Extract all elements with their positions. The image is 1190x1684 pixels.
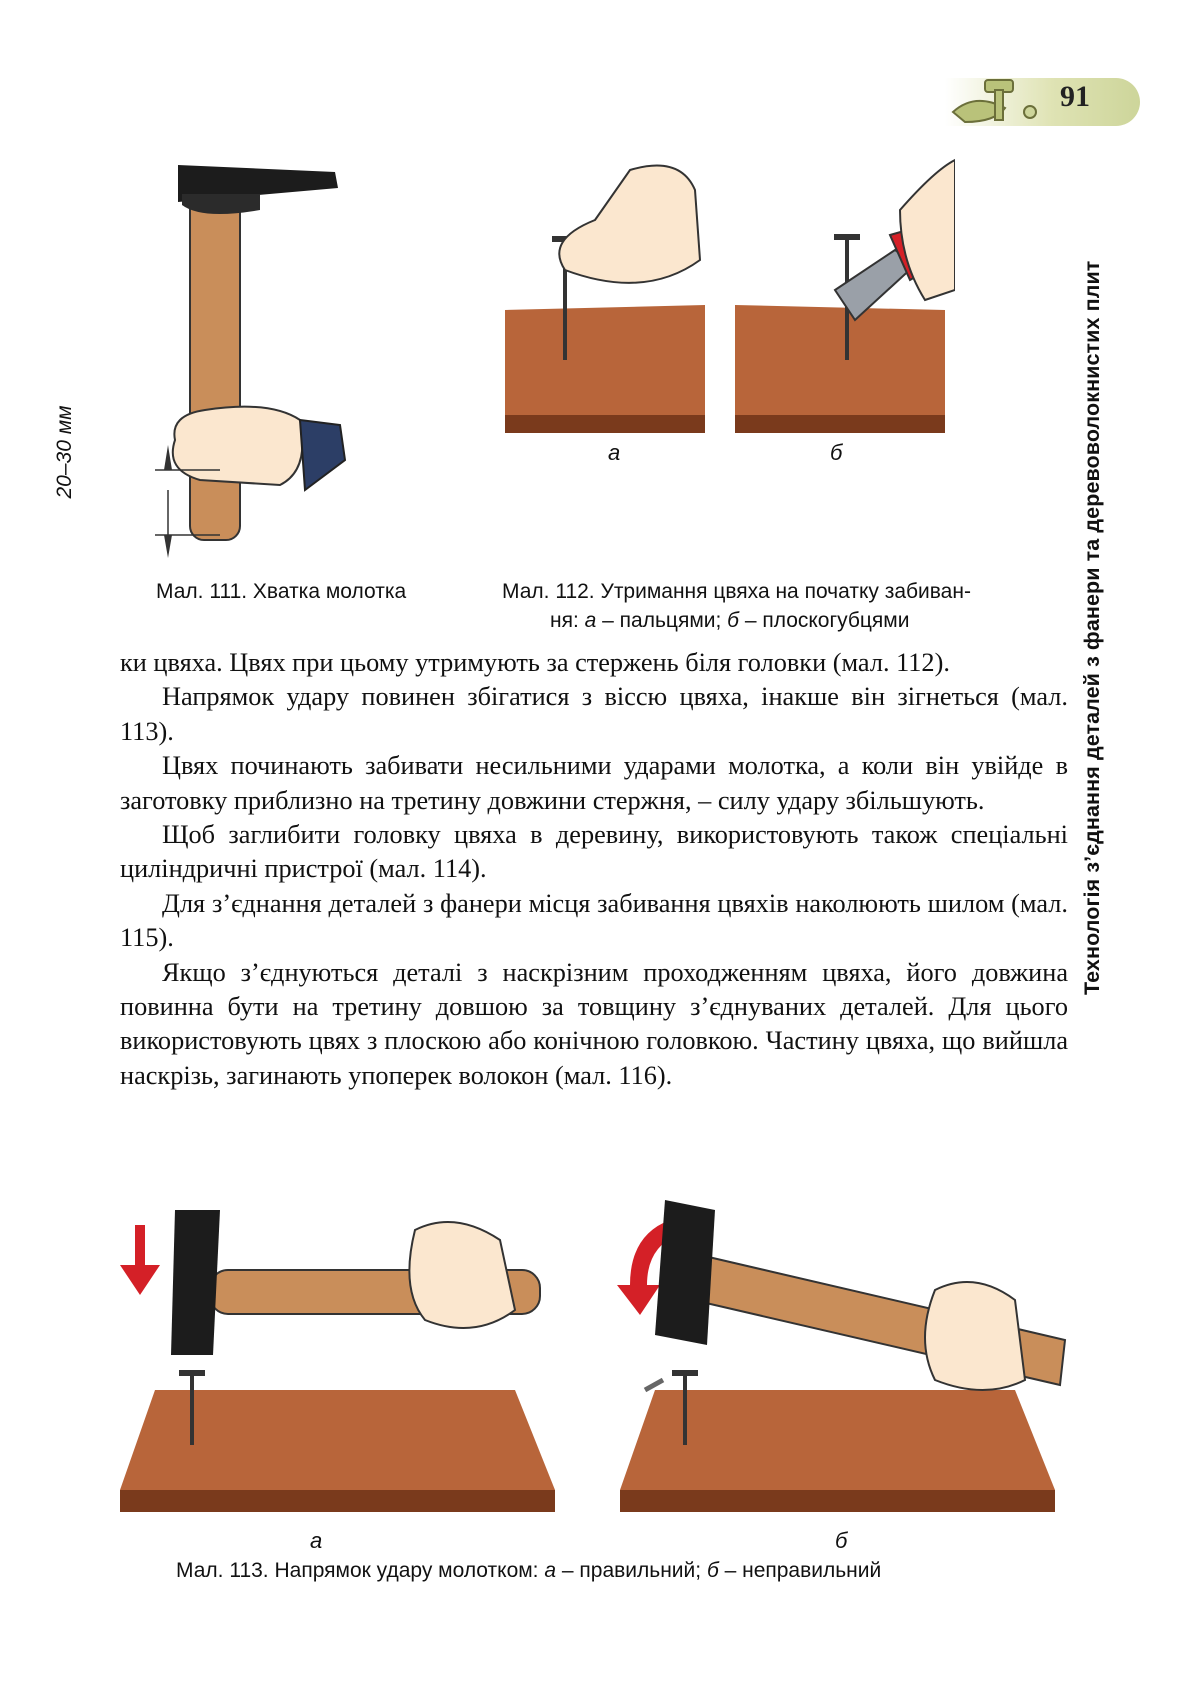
side-title: Технологія з’єднання деталей з фанери та деревоволокнистих плит [1080, 260, 1104, 995]
fig112-label-b: б [830, 440, 843, 465]
fig112-caption-pre: ня: [550, 609, 585, 632]
paragraph-3: Цвях починають забивати несильними ударами молотка, а коли він увійде в заготовку приблизно на третину довжини стержня, – силу удару збільшують. [120, 751, 1068, 815]
fig113b-incorrect-strike-illustration [615, 1200, 1075, 1520]
fig113-caption-a: а [544, 1559, 557, 1582]
fig113-caption-pre: Мал. 113. Напрямок удару молотком: [176, 1559, 545, 1582]
fig112-caption-post: – плоскогубцями [738, 609, 910, 632]
fig113-caption-mid: – правильний; [556, 1559, 707, 1582]
body-text [120, 646, 1068, 1093]
fig112-caption-line1: Мал. 112. Утримання цвяха на початку забиван- [502, 580, 971, 603]
fig111-hammer-grip-illustration [110, 150, 400, 570]
hammer-logo-icon [945, 72, 1055, 132]
paragraph-2: Напрямок удару повинен збігатися з віссю цвяха, інакше він зігнеться (мал. 113). [120, 682, 1068, 746]
fig113-label-a: а [310, 1528, 323, 1553]
paragraph-4: Щоб заглибити головку цвяха в деревину, використовують також спеціальні циліндричні пристрої (мал. 114). [120, 820, 1068, 884]
fig112-caption-b: б [727, 609, 739, 632]
paragraph-5: Для з’єднання деталей з фанери місця забивання цвяхів наколюють шилом (мал. 115). [120, 888, 1068, 953]
fig112-caption [502, 577, 1062, 635]
down-arrow-icon [120, 1225, 160, 1295]
paragraph-6: Якщо з’єднуються деталі з наскрізним проходженням цвяха, його довжина повинна бути на третину довшою за товщину з’єднуваних деталей. Для цього використовують цвях з плоскою або конічною головкою. Частину цвяха, що вийшла наскрізь, загинають упоперек волокон (мал. 116). [120, 957, 1068, 1090]
page-number: 91 [1060, 80, 1090, 113]
fig111-dimension-label: 20–30 мм [53, 405, 76, 499]
fig113a-correct-strike-illustration [115, 1200, 565, 1520]
fig112-caption-a: а [584, 609, 597, 632]
fig112-holding-nail-illustration [505, 150, 955, 435]
fig113-caption-b: б [706, 1559, 719, 1582]
paragraph-1: ки цвяха. Цвях при цьому утримують за стержень біля головки (мал. 112). [120, 648, 950, 677]
fig113-label-b: б [835, 1528, 848, 1553]
fig113-caption [176, 1556, 881, 1585]
fig112-label-a: а [608, 440, 621, 465]
fig112-caption-mid: – пальцями; [596, 609, 728, 632]
fig113-caption-post: – неправильний [718, 1559, 882, 1582]
fig112-caption-line2 [502, 606, 1062, 635]
fig111-caption: Мал. 111. Хватка молотка [156, 580, 407, 603]
